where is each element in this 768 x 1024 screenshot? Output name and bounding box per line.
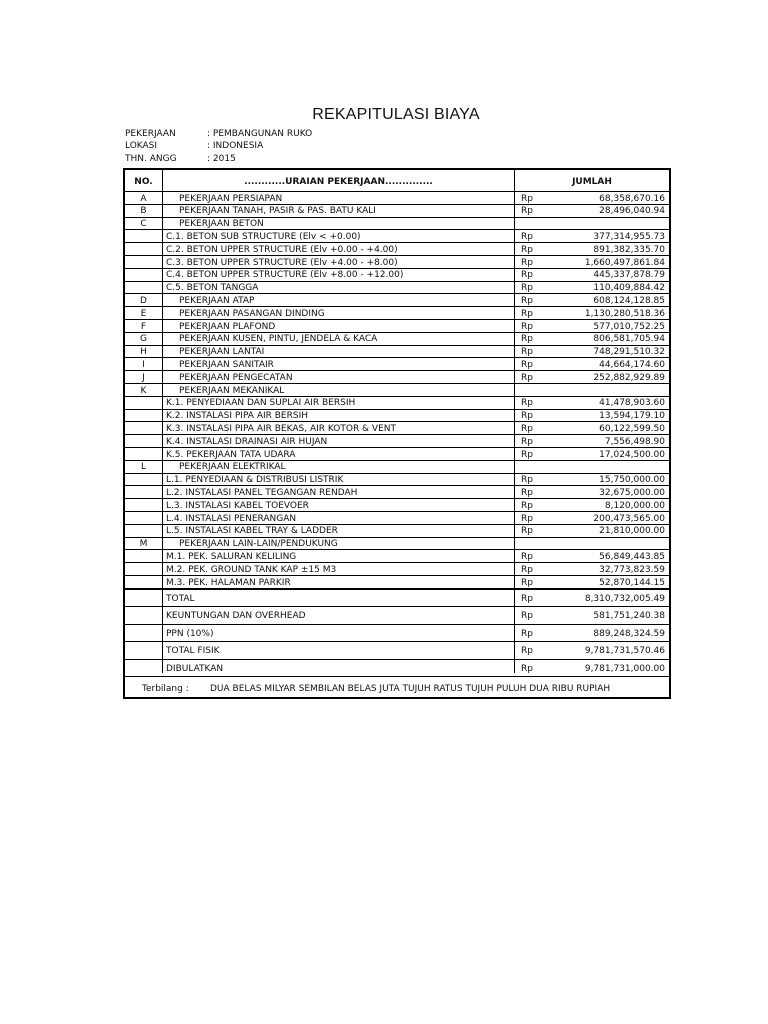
row-amount: 377,314,955.73 — [593, 231, 665, 242]
meta-lokasi — [125, 140, 263, 152]
row-amount: 60,122,599.50 — [599, 423, 665, 434]
row-amount: 44,664,174.60 — [599, 359, 665, 370]
row-description: PEKERJAAN TANAH, PASIR & PAS. BATU KALI — [179, 206, 376, 217]
row-currency: Rp — [521, 551, 533, 562]
row-no: H — [140, 347, 147, 358]
row-description: K.3. INSTALASI PIPA AIR BEKAS, AIR KOTOR & VENT — [166, 423, 397, 434]
row-no: F — [140, 321, 147, 332]
row-amount: 445,337,878.79 — [593, 270, 665, 281]
meta-value: : 2015 — [207, 154, 236, 164]
meta-label: PEKERJAAN — [125, 129, 176, 139]
meta-tahun — [125, 153, 236, 165]
row-currency: Rp — [521, 244, 533, 255]
row-currency: Rp — [521, 347, 533, 358]
row-description: PEKERJAAN SANITAIR — [179, 359, 274, 370]
row-description: M.2. PEK. GROUND TANK KAP ±15 M3 — [166, 564, 337, 575]
row-description: C.2. BETON UPPER STRUCTURE (Elv +0.00 - +4.00) — [166, 244, 398, 255]
row-currency: Rp — [521, 359, 533, 370]
row-no: B — [140, 206, 147, 217]
row-amount: 13,594,179.10 — [599, 411, 665, 422]
row-amount: 52,870,144.15 — [599, 577, 665, 588]
row-description: K.5. PEKERJAAN TATA UDARA — [166, 449, 296, 460]
row-currency: Rp — [521, 295, 533, 306]
row-amount: 577,010,752.25 — [593, 321, 665, 332]
meta-value: : PEMBANGUNAN RUKO — [207, 129, 313, 139]
row-no: I — [142, 359, 145, 370]
total-currency: Rp — [521, 663, 533, 674]
row-amount: 806,581,705.94 — [593, 334, 665, 345]
row-amount: 1,130,280,518.36 — [584, 308, 665, 319]
row-amount: 252,882,929.89 — [593, 372, 665, 383]
total-currency: Rp — [521, 593, 533, 604]
row-no: D — [140, 295, 147, 306]
row-currency: Rp — [521, 398, 533, 409]
meta-pekerjaan — [125, 128, 312, 140]
header-uraian: ............URAIAN PEKERJAAN.............. — [244, 177, 433, 187]
terbilang-label: Terbilang : — [142, 684, 189, 694]
row-currency: Rp — [521, 564, 533, 575]
total-label: DIBULATKAN — [166, 663, 224, 674]
row-amount: 56,849,443.85 — [599, 551, 665, 562]
row-amount: 748,291,510.32 — [593, 347, 665, 358]
row-amount: 1,660,497,861.84 — [584, 257, 665, 268]
total-currency: Rp — [521, 646, 533, 657]
total-label: TOTAL FISIK — [166, 646, 220, 657]
row-amount: 15,750,000.00 — [599, 475, 665, 486]
row-description: L.2. INSTALASI PANEL TEGANGAN RENDAH — [166, 487, 358, 498]
total-amount: 9,781,731,000.00 — [584, 663, 665, 674]
row-amount: 110,409,884.42 — [593, 283, 665, 294]
row-amount: 68,358,670.16 — [599, 193, 665, 204]
row-amount: 21,810,000.00 — [599, 526, 665, 537]
terbilang-text: DUA BELAS MILYAR SEMBILAN BELAS JUTA TUJUH RATUS TUJUH PULUH DUA RIBU RUPIAH — [210, 684, 611, 694]
row-amount: 17,024,500.00 — [599, 449, 665, 460]
row-description: PEKERJAAN PENGECATAN — [179, 372, 293, 383]
row-description: PEKERJAAN BETON — [179, 219, 264, 230]
header-no: NO. — [134, 177, 153, 187]
row-description: PEKERJAAN KUSEN, PINTU, JENDELA & KACA — [179, 334, 378, 345]
row-amount: 32,773,823.59 — [599, 564, 665, 575]
row-amount: 8,120,000.00 — [604, 500, 665, 511]
cost-table — [123, 168, 671, 699]
row-currency: Rp — [521, 372, 533, 383]
row-amount: 32,675,000.00 — [599, 487, 665, 498]
row-description: L.3. INSTALASI KABEL TOEVOER — [166, 500, 309, 511]
total-amount: 581,751,240.38 — [593, 611, 665, 622]
row-description: L.5. INSTALASI KABEL TRAY & LADDER — [166, 526, 338, 537]
row-description: K.4. INSTALASI DRAINASI AIR HUJAN — [166, 436, 328, 447]
row-currency: Rp — [521, 577, 533, 588]
row-currency: Rp — [521, 206, 533, 217]
total-row-divider — [125, 641, 669, 642]
total-label: KEUNTUNGAN DAN OVERHEAD — [166, 611, 306, 622]
total-row-divider — [125, 624, 669, 625]
row-amount: 608,124,128.85 — [593, 295, 665, 306]
total-row-divider — [125, 606, 669, 607]
row-description: L.4. INSTALASI PENERANGAN — [166, 513, 297, 524]
row-currency: Rp — [521, 193, 533, 204]
row-currency: Rp — [521, 500, 533, 511]
row-currency: Rp — [521, 231, 533, 242]
row-currency: Rp — [521, 487, 533, 498]
row-amount: 7,556,498.90 — [604, 436, 665, 447]
row-description: K.2. INSTALASI PIPA AIR BERSIH — [166, 411, 308, 422]
row-description: PEKERJAAN LAIN-LAIN/PENDUKUNG — [179, 539, 338, 550]
row-amount: 28,496,040.94 — [599, 206, 665, 217]
row-no: M — [139, 539, 148, 550]
total-label: PPN (10%) — [166, 628, 214, 639]
row-no: K — [140, 385, 147, 396]
row-no: J — [142, 372, 145, 383]
row-amount: 891,382,335.70 — [593, 244, 665, 255]
totals-divider — [125, 588, 669, 590]
row-currency: Rp — [521, 411, 533, 422]
row-description: K.1. PENYEDIAAN DAN SUPLAI AIR BERSIH — [166, 398, 356, 409]
row-description: PEKERJAAN ATAP — [179, 295, 255, 306]
row-currency: Rp — [521, 513, 533, 524]
row-currency: Rp — [521, 321, 533, 332]
row-currency: Rp — [521, 449, 533, 460]
row-amount: 200,473,565.00 — [593, 513, 665, 524]
row-currency: Rp — [521, 436, 533, 447]
row-no: L — [140, 462, 146, 473]
row-no: E — [140, 308, 147, 319]
row-currency: Rp — [521, 334, 533, 345]
header-jumlah: JUMLAH — [572, 177, 612, 187]
row-currency: Rp — [521, 283, 533, 294]
row-currency: Rp — [521, 257, 533, 268]
row-description: PEKERJAAN PERSIAPAN — [179, 193, 283, 204]
row-no: G — [140, 334, 147, 345]
row-no: C — [140, 219, 147, 230]
row-currency: Rp — [521, 308, 533, 319]
total-currency: Rp — [521, 628, 533, 639]
meta-value: : INDONESIA — [207, 141, 264, 151]
row-currency: Rp — [521, 423, 533, 434]
row-description: C.1. BETON SUB STRUCTURE (Elv < +0.00) — [166, 231, 361, 242]
total-amount: 9,781,731,570.46 — [584, 646, 665, 657]
row-description: M.1. PEK. SALURAN KELILING — [166, 551, 297, 562]
row-description: PEKERJAAN LANTAI — [179, 347, 265, 358]
total-label: TOTAL — [166, 593, 195, 604]
row-description: PEKERJAAN ELEKTRIKAL — [179, 462, 286, 473]
row-description: C.4. BETON UPPER STRUCTURE (Elv +8.00 - +12.00) — [166, 270, 404, 281]
meta-label: THN. ANGG — [125, 154, 177, 164]
row-description: PEKERJAAN PASANGAN DINDING — [179, 308, 325, 319]
row-amount: 41,478,903.60 — [599, 398, 665, 409]
row-description: C.3. BETON UPPER STRUCTURE (Elv +4.00 - +8.00) — [166, 257, 398, 268]
meta-label: LOKASI — [125, 141, 158, 151]
row-description: C.5. BETON TANGGA — [166, 283, 259, 294]
total-row-divider — [125, 659, 669, 660]
total-amount: 8,310,732,005.49 — [584, 593, 665, 604]
row-currency: Rp — [521, 526, 533, 537]
row-currency: Rp — [521, 475, 533, 486]
row-description: PEKERJAAN PLAFOND — [179, 321, 276, 332]
row-currency: Rp — [521, 270, 533, 281]
row-description: L.1. PENYEDIAAN & DISTRIBUSI LISTRIK — [166, 475, 344, 486]
row-description: M.3. PEK. HALAMAN PARKIR — [166, 577, 291, 588]
page-title: REKAPITULASI BIAYA — [312, 106, 480, 123]
total-currency: Rp — [521, 611, 533, 622]
total-amount: 889,248,324.59 — [593, 628, 665, 639]
total-row-divider — [125, 676, 669, 677]
row-description: PEKERJAAN MEKANIKAL — [179, 385, 285, 396]
row-no: A — [140, 193, 147, 204]
